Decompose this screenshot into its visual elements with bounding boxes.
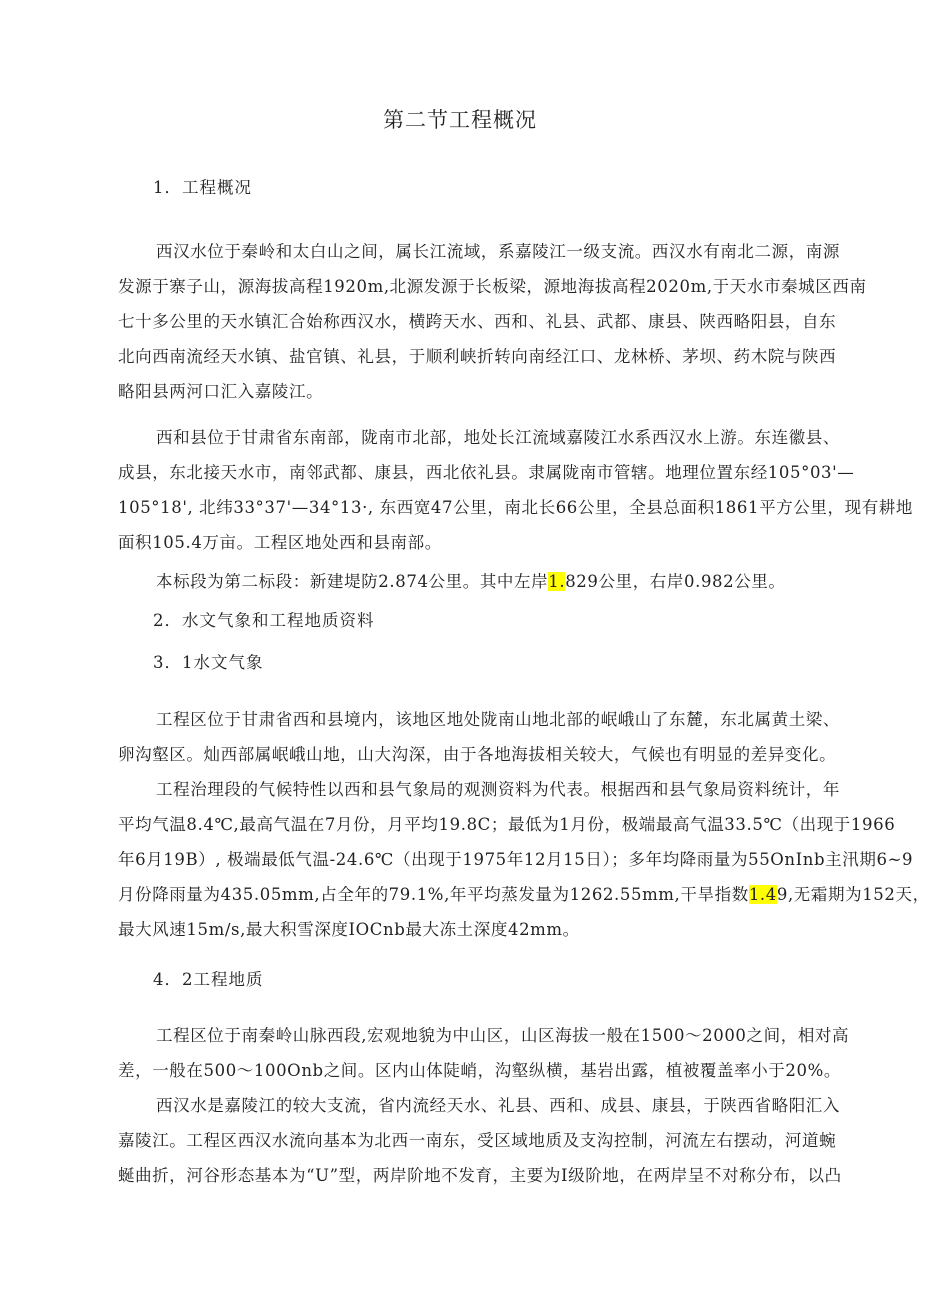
text-line: 嘉陵江。工程区西汉水流向基本为北西一南东，受区域地质及支沟控制，河流左右摆动，河道蜿 [118,1131,837,1150]
text-line: 工程治理段的气候特性以西和县气象局的观测资料为代表。根据西和县气象局资料统计，年 [156,780,840,799]
text-line: 卵沟壑区。灿西部属岷峨山地，山大沟深，由于各地海拔相关较大，气候也有明显的差异变化。 [118,745,837,764]
text-line: 105°18', 北纬33°37'—34°13·, 东西宽47公里，南北长66公里，全县总面积1861平方公里，现有耕地 [118,498,913,517]
text-run: 本标段为第二标段：新建堤防2.874公里。其中左岸 [156,572,549,591]
text-line: 七十多公里的天水镇汇合始称西汉水，横跨天水、西和、礼县、武都、康县、陕西略阳县，自东 [118,312,837,331]
text-line: 发源于寨子山，源海拔高程1920m,北源发源于长板梁，源地海拔高程2020m,于天水市秦城区西南 [118,277,867,296]
text-line: 工程区位于甘肃省西和县境内，该地区地处陇南山地北部的岷峨山了东麓，东北属黄土梁、 [156,710,840,729]
text-run: 9,无霜期为152天， [776,885,930,904]
section-title: 第二节工程概况 [383,108,537,132]
heading-hydrology-geology: 2．水文气象和工程地质资料 [153,611,375,630]
text-line: 年6月19B）, 极端最低气温-24.6℃（出现于1975年12月15日）；多年均降雨量为55OnInb主汛期6~9 [118,850,914,869]
text-line [118,877,930,912]
text-line: 蜒曲折，河谷形态基本为“U”型，两岸阶地不发育，主要为I级阶地，在两岸呈不对称分布，以凸 [118,1166,842,1185]
text-line: 略阳县两河口汇入嘉陵江。 [118,382,324,401]
text-line: 西汉水是嘉陵江的较大支流，省内流经天水、礼县、西和、成县、康县，于陕西省略阳汇入 [156,1096,840,1115]
text-run: 月份降雨量为435.05mm,占全年的79.1%,年平均蒸发量为1262.55mm,干旱指数 [118,885,749,904]
text-line: 平均气温8.4℃,最高气温在7月份，月平均19.8C；最低为1月份，极端最高气温33.5℃（出现于1966 [118,815,896,834]
text-run: 829公里，右岸0.982公里。 [565,572,786,591]
text-line: 最大风速15m∕s,最大积雪深度IOCnb最大冻土深度42mm。 [118,920,580,939]
paragraph-geomorphology [118,1018,850,1088]
heading-hydrometeorology: 3．1水文气象 [153,653,264,672]
text-line: 北向西南流经天水镇、盐官镇、礼县，于顺利峡折转向南经江口、龙林桥、茅坝、药木院与陕西 [118,347,837,366]
highlighted-text: 1.4 [748,885,777,904]
paragraph-location [118,702,840,772]
highlighted-text: 1. [548,572,566,591]
text-line: 工程区位于南秦岭山脉西段,宏观地貌为中山区，山区海拔一般在1500～2000之间，相对高 [156,1026,850,1045]
heading-engineering-geology: 4．2工程地质 [153,970,264,989]
text-line: 面积105.4万亩。工程区地处西和县南部。 [118,533,442,552]
text-line: 西汉水位于秦岭和太白山之间，属长江流域，系嘉陵江一级支流。西汉水有南北二源，南源 [156,242,840,261]
paragraph-xihe-county [118,420,913,560]
paragraph-climate [118,772,930,947]
text-line: 成县，东北接天水市，南邻武都、康县，西北依礼县。隶属陇南市管辖。地理位置东经105°03'— [118,463,855,482]
paragraph-river-form [118,1088,842,1193]
text-line: 西和县位于甘肃省东南部，陇南市北部，地处长江流域嘉陵江水系西汉水上游。东连徽县、 [156,428,840,447]
heading-project-overview: 1．工程概况 [153,178,252,197]
paragraph-section-scope [118,564,830,599]
text-line: 差，一般在500～100Onb之间。区内山体陡峭，沟壑纵横，基岩出露，植被覆盖率小于20%。 [118,1061,841,1080]
paragraph-xihan-river [118,234,867,409]
text-line [118,564,830,599]
